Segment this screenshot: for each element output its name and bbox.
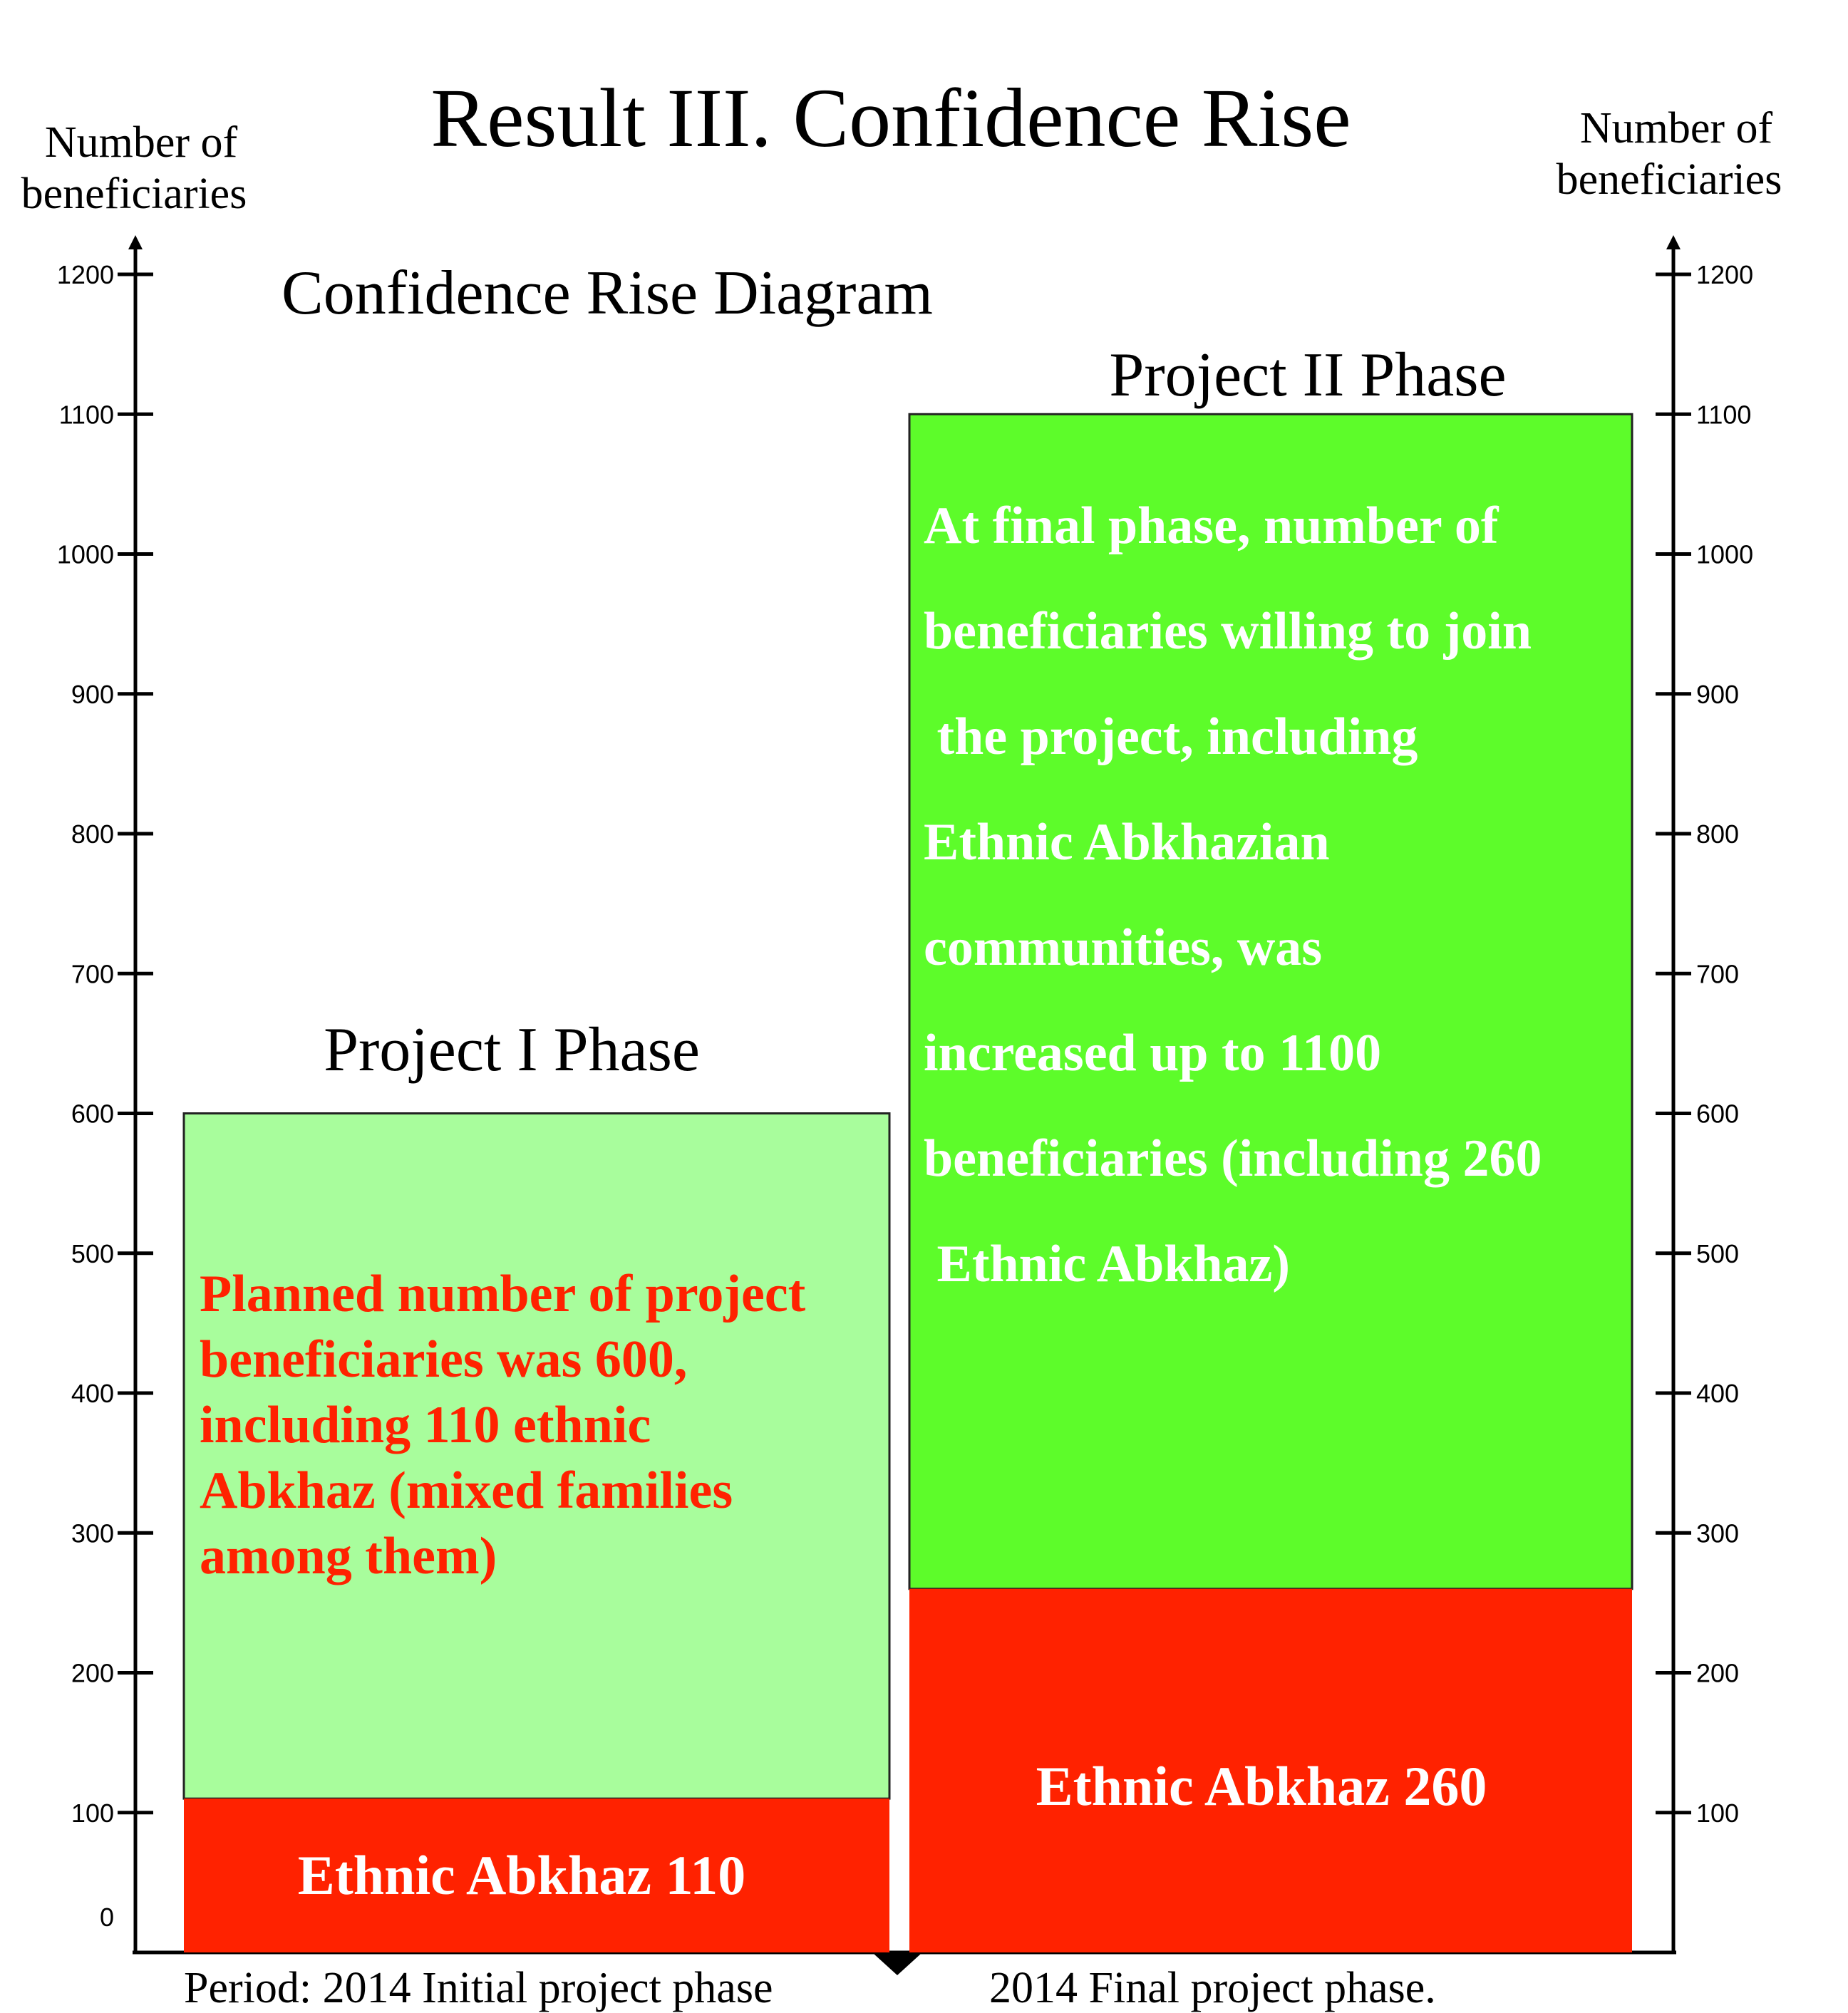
note1-line: among them): [200, 1527, 497, 1585]
left-tick-label: 300: [71, 1518, 114, 1548]
left-axis: [57, 235, 153, 1952]
period-label-initial: Period: 2014 Initial project phase: [184, 1964, 773, 2012]
right-tick-label: 900: [1696, 679, 1740, 709]
left-tick-label: 800: [71, 819, 114, 849]
right-axis-title-line: Number of: [1579, 104, 1773, 152]
note2-line: increased up to 1100: [924, 1024, 1382, 1082]
right-tick-label: 1000: [1696, 539, 1754, 569]
note2-line: beneficiaries (including 260: [924, 1129, 1542, 1188]
left-tick-label: 900: [71, 679, 114, 709]
note2-line: beneficiaries willing to join: [924, 602, 1532, 661]
left-axis-title: [21, 118, 247, 218]
left-tick-label: 1100: [58, 400, 114, 430]
right-tick-label: 700: [1696, 959, 1740, 989]
right-tick-label: 1100: [1696, 400, 1752, 430]
category-label-phase-2: Project II Phase: [1109, 341, 1507, 410]
note1-line: Abkhaz (mixed families: [200, 1461, 733, 1520]
phase-1-abkhaz-label: Ethnic Abkhaz 110: [297, 1844, 746, 1906]
left-tick-label: 1000: [56, 539, 114, 569]
category-label-phase-1: Project I Phase: [324, 1015, 700, 1085]
chart-title: Result III. Confidence Rise: [430, 71, 1351, 165]
note2-line: communities, was: [924, 918, 1323, 977]
left-tick-label: 0: [99, 1903, 114, 1932]
right-tick-label: 300: [1696, 1518, 1740, 1548]
right-axis-arrow: [1666, 235, 1681, 249]
right-tick-label: 200: [1696, 1658, 1740, 1688]
left-tick-label: 100: [71, 1798, 114, 1828]
right-axis-title-line: beneficiaries: [1556, 155, 1782, 204]
right-axis-title: [1557, 104, 1782, 204]
bar-phase-2-total-segment: [909, 414, 1632, 1589]
right-tick-label: 100: [1696, 1798, 1740, 1828]
right-tick-label: 500: [1696, 1238, 1740, 1268]
left-tick-label: 700: [71, 959, 114, 989]
left-tick-label: 600: [71, 1099, 114, 1129]
right-tick-label: 800: [1696, 819, 1740, 849]
note2-line: the project, including: [924, 708, 1418, 766]
right-tick-label: 400: [1696, 1379, 1740, 1408]
phase-2-abkhaz-label: Ethnic Abkhaz 260: [1036, 1755, 1487, 1817]
note2-line: Ethnic Abkhaz): [924, 1235, 1291, 1293]
left-axis-ticks: [57, 260, 153, 1932]
note1-line: including 110 ethnic: [200, 1396, 651, 1454]
bar-phase-1-total-segment: [184, 1114, 889, 1799]
left-axis-title-line: Number of: [44, 118, 238, 167]
left-tick-label: 500: [71, 1238, 114, 1268]
left-axis-arrow: [128, 235, 143, 249]
period-label-final: 2014 Final project phase.: [989, 1964, 1436, 2012]
left-tick-label: 400: [71, 1379, 114, 1408]
right-tick-label: 1200: [1696, 260, 1754, 289]
right-axis-ticks: [1656, 260, 1753, 1828]
left-tick-label: 1200: [56, 260, 114, 289]
note1-line: beneficiaries was 600,: [200, 1330, 688, 1389]
x-axis-center-marker: [874, 1954, 921, 1975]
left-tick-label: 200: [71, 1658, 114, 1688]
right-tick-label: 600: [1696, 1099, 1740, 1129]
note1-line: Planned number of project: [200, 1265, 806, 1323]
note2-line: At final phase, number of: [924, 497, 1499, 555]
chart-subtitle: Confidence Rise Diagram: [282, 259, 933, 328]
right-axis: [1656, 235, 1753, 1952]
note2-line: Ethnic Abkhazian: [924, 813, 1330, 871]
left-axis-title-line: beneficiaries: [21, 170, 247, 218]
